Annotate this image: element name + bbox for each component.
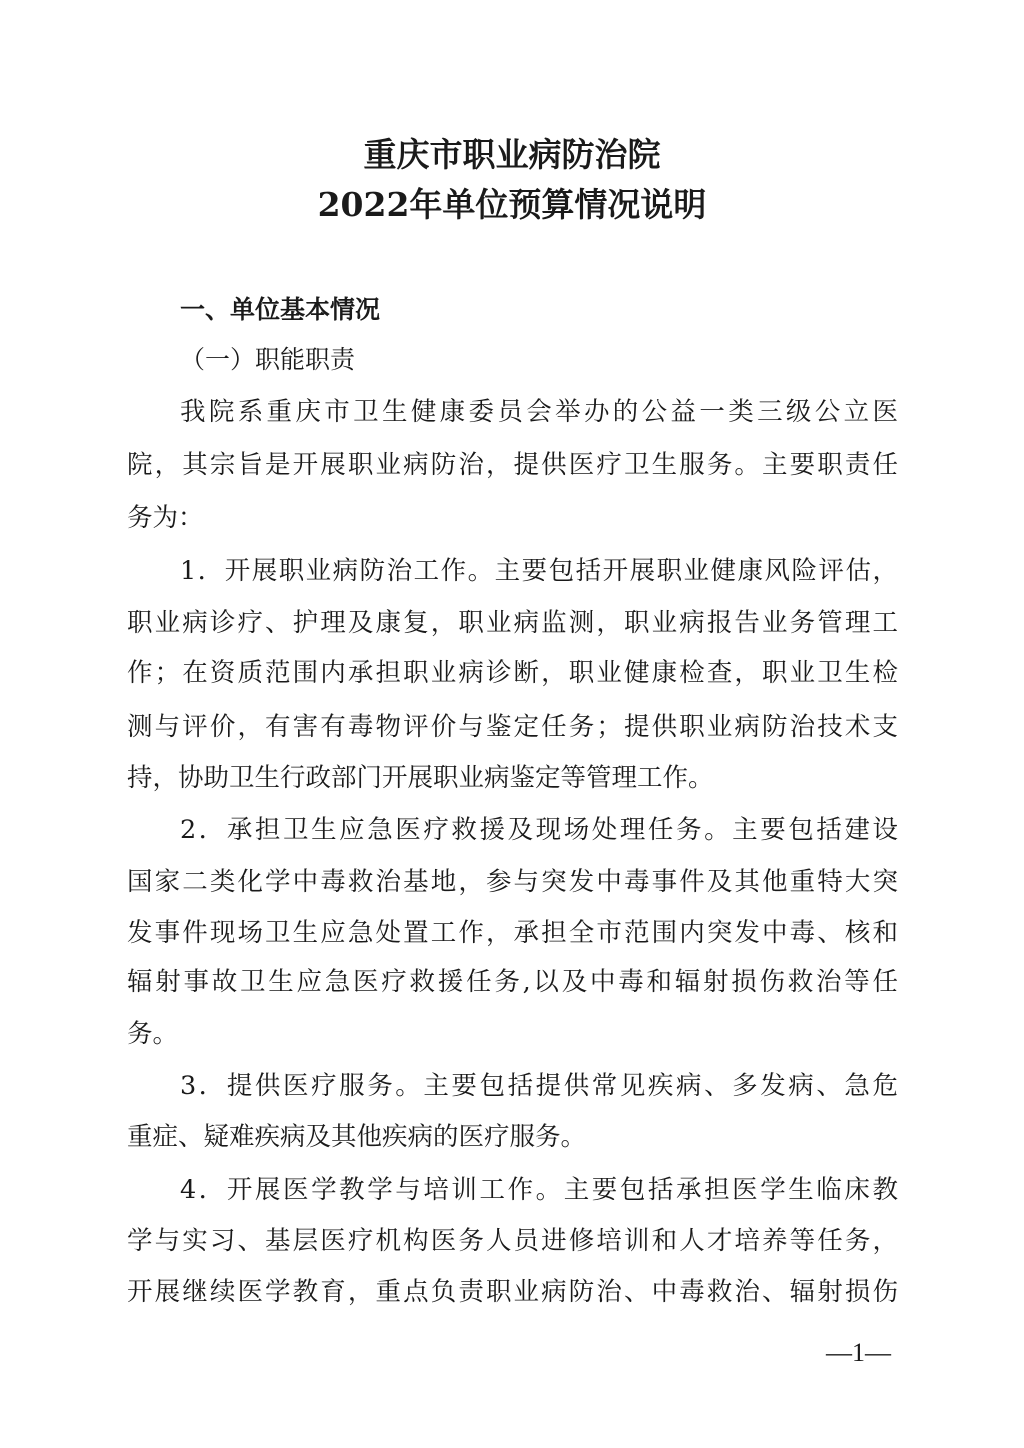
- paragraph-line: 国家二类化学中毒救治基地，参与突发中毒事件及其他重特大突: [127, 867, 898, 897]
- paragraph-line: 作；在资质范围内承担职业病诊断，职业健康检查，职业卫生检: [127, 658, 898, 688]
- paragraph-line: 院，其宗旨是开展职业病防治，提供医疗卫生服务。主要职责任: [127, 450, 898, 480]
- document-title-line-2: 2022年单位预算情况说明: [317, 185, 707, 224]
- paragraph-line: 测与评价，有害有毒物评价与鉴定任务；提供职业病防治技术支: [127, 712, 898, 742]
- paragraph-line: 我院系重庆市卫生健康委员会举办的公益一类三级公立医: [180, 397, 898, 427]
- paragraph-line: 学与实习、基层医疗机构医务人员进修培训和人才培养等任务，: [127, 1226, 898, 1256]
- page-number: —1—: [826, 1338, 891, 1367]
- paragraph-line: 职业病诊疗、护理及康复，职业病监测，职业病报告业务管理工: [127, 608, 898, 638]
- paragraph-line: 3．提供医疗服务。主要包括提供常见疾病、多发病、急危: [180, 1071, 898, 1101]
- section-heading: 一、单位基本情况: [180, 295, 381, 324]
- document-title-line-1: 重庆市职业病防治院: [363, 135, 661, 174]
- paragraph-line: 1．开展职业病防治工作。主要包括开展职业健康风险评估，: [180, 556, 898, 586]
- paragraph-line: 2．承担卫生应急医疗救援及现场处理任务。主要包括建设: [180, 815, 898, 845]
- paragraph-line: 发事件现场卫生应急处置工作，承担全市范围内突发中毒、核和: [127, 918, 898, 948]
- paragraph-line: 持，协助卫生行政部门开展职业病鉴定等管理工作。: [127, 763, 714, 793]
- paragraph-line: 务。: [127, 1019, 179, 1049]
- subsection-heading: （一）职能职责: [180, 345, 356, 374]
- paragraph-line: 务为：: [127, 503, 204, 533]
- paragraph-line: 开展继续医学教育，重点负责职业病防治、中毒救治、辐射损伤: [127, 1277, 898, 1307]
- paragraph-line: 辐射事故卫生应急医疗救援任务,以及中毒和辐射损伤救治等任: [127, 967, 898, 997]
- paragraph-line: 4．开展医学教学与培训工作。主要包括承担医学生临床教: [180, 1175, 898, 1205]
- paragraph-line: 重症、疑难疾病及其他疾病的医疗服务。: [127, 1122, 587, 1152]
